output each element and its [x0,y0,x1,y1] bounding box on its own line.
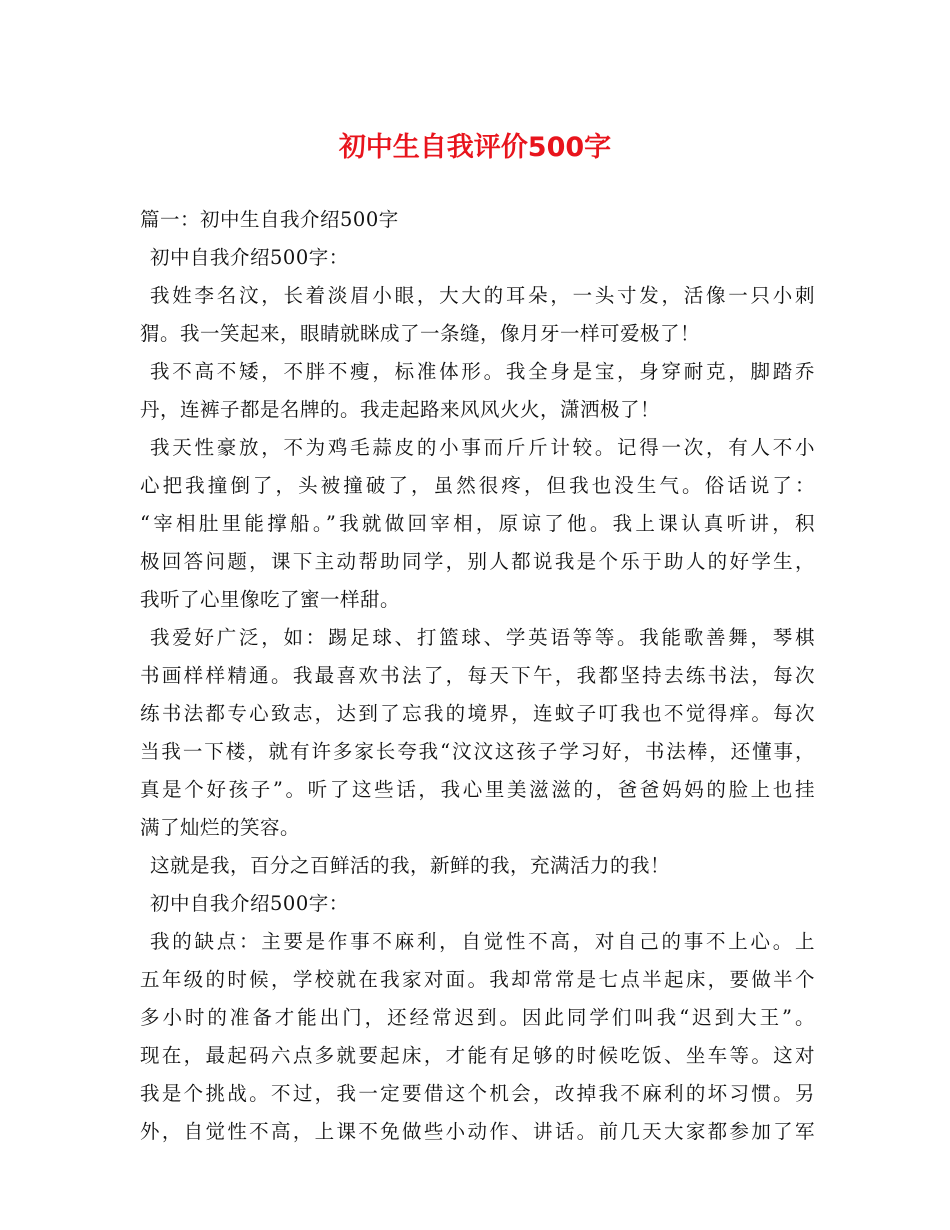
paragraph-line: 我不高不矮，不胖不瘦，标准体形。我全身是宝，身穿耐克，脚踏乔 [150,360,815,383]
paragraph-line: 我是个挑战。不过，我一定要借这个机会，改掉我不麻利的坏习惯。另 [140,1082,815,1105]
paragraph-line: 我天性豪放，不为鸡毛蒜皮的小事而斤斤计较。记得一次，有人不小 [150,436,815,459]
paragraph-line: 我听了心里像吃了蜜一样甜。 [140,588,401,611]
paragraph-line: 真是个好孩子”。听了这些话，我心里美滋滋的，爸爸妈妈的脸上也挂 [140,778,815,801]
paragraph-line: 多小时的准备才能出门，还经常迟到。因此同学们叫我“迟到大王”。 [140,1006,815,1029]
paragraph-line: 心把我撞倒了，头被撞破了，虽然很疼，但我也没生气。俗话说了： [140,474,815,497]
subheading: 初中自我介绍500字： [150,246,349,269]
paragraph-line: 我爱好广泛，如：踢足球、打篮球、学英语等等。我能歌善舞，琴棋 [150,626,815,649]
paragraph-line: 满了灿烂的笑容。 [140,816,301,839]
section-heading: 篇一：初中生自我介绍500字 [140,208,399,231]
paragraph-line: 丹，连裤子都是名牌的。我走起路来风风火火，潇洒极了！ [140,398,661,421]
paragraph-line: 书画样样精通。我最喜欢书法了，每天下午，我都坚持去练书法，每次 [140,664,815,687]
paragraph-line: 现在，最起码六点多就要起床，才能有足够的时候吃饭、坐车等。这对 [140,1044,815,1067]
document-body [140,201,815,1151]
paragraph-line: 极回答问题，课下主动帮助同学，别人都说我是个乐于助人的好学生， [140,550,815,573]
subheading: 初中自我介绍500字： [150,892,349,915]
paragraph-line: 猬。我一笑起来，眼睛就眯成了一条缝，像月牙一样可爱极了！ [140,322,701,345]
paragraph-line: “宰相肚里能撑船。”我就做回宰相，原谅了他。我上课认真听讲，积 [140,512,815,535]
paragraph-line: 我姓李名汶，长着淡眉小眼，大大的耳朵，一头寸发，活像一只小刺 [150,284,815,307]
paragraph-line: 我的缺点：主要是作事不麻利，自觉性不高，对自己的事不上心。上 [150,930,815,953]
paragraph-line: 当我一下楼，就有许多家长夸我“汶汶这孩子学习好，书法棒，还懂事， [140,740,815,763]
paragraph-line: 五年级的时候，学校就在我家对面。我却常常是七点半起床，要做半个 [140,968,815,991]
paragraph-line: 这就是我，百分之百鲜活的我，新鲜的我，充满活力的我！ [150,854,671,877]
document-title: 初中生自我评价500字 [338,132,612,163]
paragraph-line: 练书法都专心致志，达到了忘我的境界，连蚊子叮我也不觉得痒。每次 [140,702,815,725]
paragraph-line: 外，自觉性不高，上课不免做些小动作、讲话。前几天大家都参加了军 [140,1120,815,1143]
